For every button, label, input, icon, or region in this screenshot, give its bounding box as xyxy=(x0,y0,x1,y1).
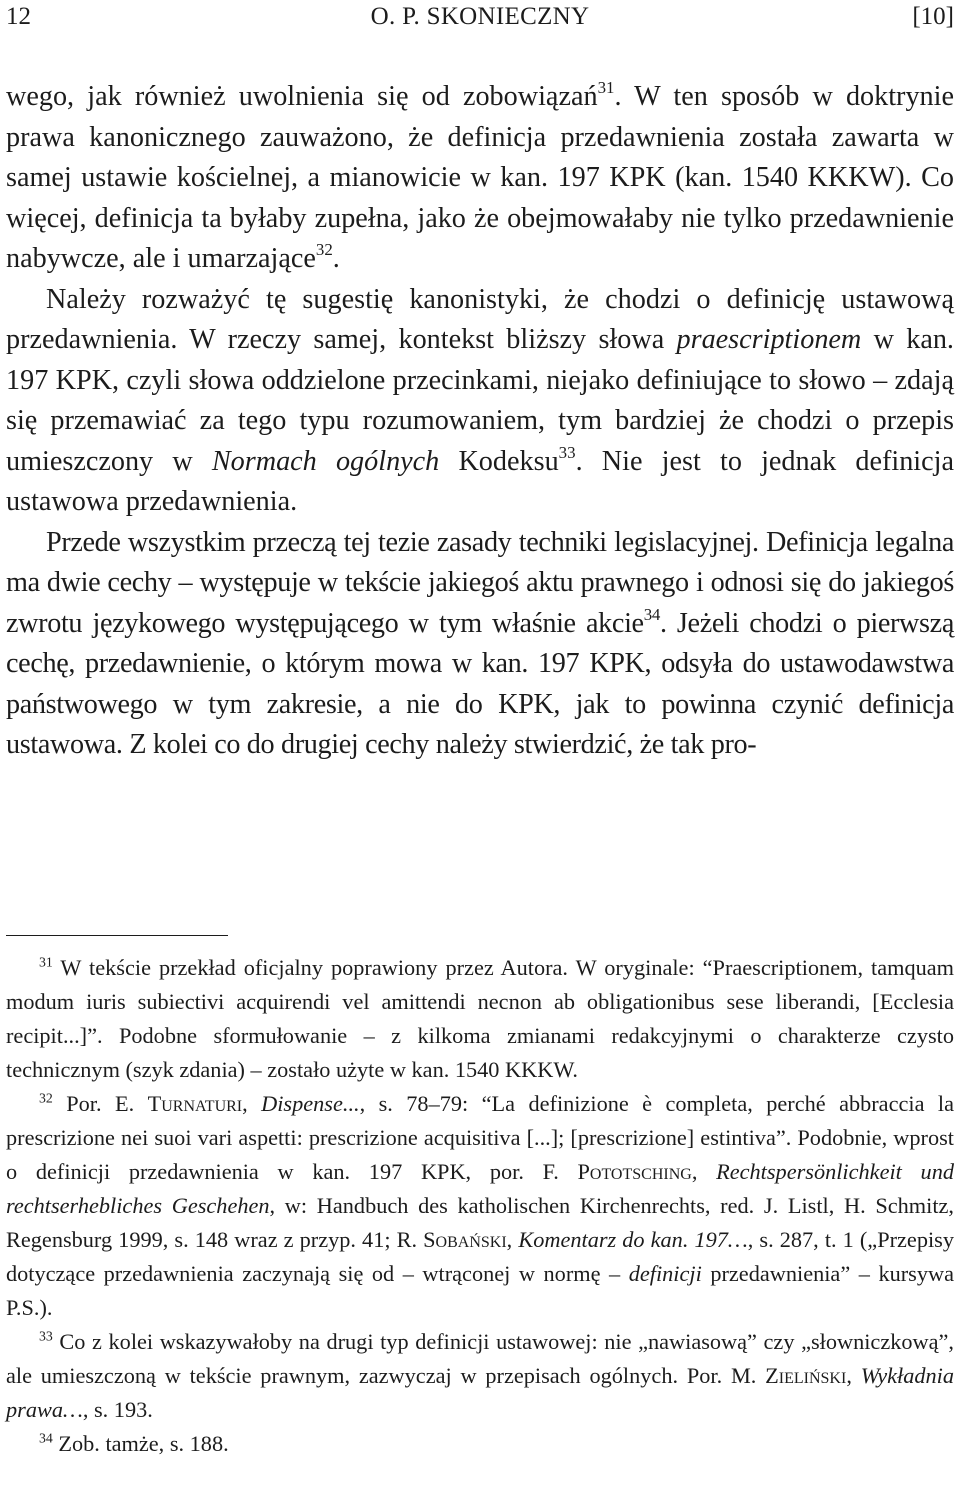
text-span: w kan. 197 KPK, czyli słowa oddzielone przecinkami, niejako definiujące to słowo – zdają się przemawiać za tego typu rozumowaniem, tym bardziej że chodzi o przepis umieszczony w xyxy=(6,324,954,477)
footnote-text: Zob. tamże, s. 188. xyxy=(52,1431,229,1456)
author-name: Sobański xyxy=(423,1227,507,1252)
author-name: Pototsching xyxy=(577,1159,692,1184)
italic-term: Normach ogólnych xyxy=(211,445,440,477)
footnote-number: 33 xyxy=(39,1328,53,1344)
footnote-ref-32[interactable]: 32 xyxy=(315,239,333,259)
work-title: Wykładnia prawa… xyxy=(6,1363,954,1422)
footnote-text: , xyxy=(691,1159,717,1184)
work-title: Komentarz do kan. 197… xyxy=(518,1227,748,1252)
text-span: . W ten sposób w doktrynie prawa kanonicznego zauważono, że definicja przedawnienia została zawarta w samej ustawie kościelnej, a mianowicie w kan. 197 KPK (kan. 1540 KKKW). Co więcej, definicja ta byłaby zupełna, jako że obejmowałaby nie tylko przedawnienie nabywcze, ale i umarzające xyxy=(6,81,954,274)
footnote-text: Por. E. xyxy=(52,1091,148,1116)
footnote-33 xyxy=(6,1325,954,1427)
footnote-number: 32 xyxy=(39,1090,53,1106)
footnote-ref-33[interactable]: 33 xyxy=(558,442,576,462)
footnote-text: , s. 78–79: “La definizione è completa, perché abbraccia la prescrizione nei suoi vari aspetti: prescrizione acquisitiva [...]; [prescrizione] estintiva”. Podobnie, wprost o definicji przedawnienia w kan. 197 KPK, por. F. xyxy=(6,1091,954,1184)
page-number: 12 xyxy=(6,3,31,30)
footnote-number: 34 xyxy=(39,1430,53,1446)
paragraph-3 xyxy=(6,523,954,766)
footnote-31 xyxy=(6,951,954,1087)
running-title: O. P. SKONIECZNY xyxy=(370,3,590,30)
text-span: Kodeksu xyxy=(439,445,559,477)
footnote-ref-31[interactable]: 31 xyxy=(597,77,615,97)
paragraph-1 xyxy=(6,77,954,280)
footnote-ref-34[interactable]: 34 xyxy=(643,604,660,624)
footnote-number: 31 xyxy=(39,954,53,970)
main-text xyxy=(6,77,954,766)
footnote-text: , s. 193. xyxy=(82,1397,153,1422)
page-header xyxy=(0,0,960,40)
text-span: . xyxy=(332,243,340,274)
footnote-32 xyxy=(6,1087,954,1325)
footnote-text: Co z kolei wskazywałoby na drugi typ definicji ustawowej: nie „nawiasową” czy „słowniczkową”, ale umieszczoną w tekście prawnym, zazwyczaj w przepisach ogólnych. Por. M. xyxy=(6,1329,954,1388)
author-name: Turnaturi xyxy=(147,1091,243,1116)
work-title: Dispense... xyxy=(261,1091,360,1116)
section-number: [10] xyxy=(912,3,954,30)
footnote-text: , xyxy=(506,1227,519,1252)
italic-term: definicji xyxy=(628,1261,702,1286)
footnote-text: , w: Handbuch des katholischen Kirchenrechts, red. J. Listl, H. Schmitz, Regensburg 1999, s. 148 wraz z przyp. 41; R. xyxy=(6,1193,954,1252)
work-title: Rechtspersönlichkeit und rechtserhebliches Geschehen xyxy=(6,1159,954,1218)
footnote-text: , xyxy=(846,1363,861,1388)
text-span: Należy rozważyć tę sugestię kanonistyki, że chodzi o definicję ustawową przedawnienia. W rzeczy samej, kontekst bliższy słowa xyxy=(6,283,954,355)
footnote-text: W tekście przekład oficjalny poprawiony przez Autora. W oryginale: “Praescriptionem, tamquam modum iuris subiectivi acquirendi vel amittendi necnon ab obligationibus sese liberandi, [Ecclesia recipit...]”. Podobne sformułowanie – z kilkoma zmianami redakcyjnymi o charakterze czysto technicznym (szyk zdania) – zostało użyte w kan. 1540 KKKW. xyxy=(6,955,954,1082)
footnote-text: , xyxy=(242,1091,262,1116)
text-span: . Nie jest to jednak definicja ustawowa przedawnienia. xyxy=(6,445,954,517)
footnote-text: przedawnienia” – kursywa P.S.). xyxy=(6,1261,954,1320)
footnotes xyxy=(6,951,954,1461)
text-span: . Jeżeli chodzi o pierwszą cechę, przedawnienie, o którym mowa w kan. 197 KPK, odsyła do ustawodawstwa państwowego w tym zakresie, a nie do KPK, jak to powinna czynić definicja ustawowa. Z kolei co do drugiej cechy należy stwierdzić, że tak pro- xyxy=(6,607,954,760)
footnote-separator xyxy=(6,935,228,936)
footnote-text: , s. 287, t. 1 („Przepisy dotyczące przedawnienia zaczynają się od – wtrąconej w normę – xyxy=(6,1227,954,1286)
author-name: Zieliński xyxy=(765,1363,847,1388)
text-span: Przede wszystkim przeczą tej tezie zasady techniki legislacyjnej. Definicja legalna ma dwie cechy – występuje w tekście jakiegoś aktu prawnego i odnosi się do jakiegoś zwrotu językowego występującego w tym właśnie akcie xyxy=(6,526,954,639)
footnote-34 xyxy=(6,1427,954,1461)
text-span: wego, jak również uwolnienia się od zobowiązań xyxy=(6,81,598,112)
paragraph-2 xyxy=(6,280,954,523)
italic-term: praescriptionem xyxy=(676,324,862,355)
